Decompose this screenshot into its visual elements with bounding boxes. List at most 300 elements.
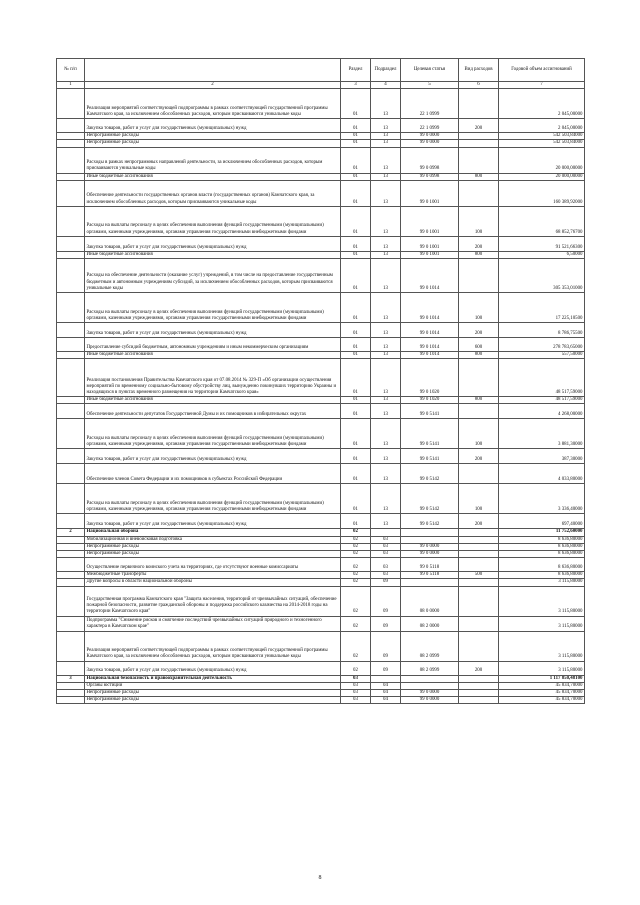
- row-expense-type: [459, 536, 499, 543]
- table-row: [57, 586, 585, 616]
- row-podrazdel: 03: [371, 551, 401, 558]
- row-expense-type: [459, 631, 499, 661]
- row-expense-type: 800: [459, 251, 499, 258]
- row-target-article: 99 0 5118: [401, 558, 459, 572]
- row-expense-type: [459, 404, 499, 419]
- row-target-article: 99 0 5141: [401, 419, 459, 449]
- row-podrazdel: 13: [371, 293, 401, 323]
- row-podrazdel: 09: [371, 579, 401, 586]
- table-row: [57, 616, 585, 631]
- row-razdel: 01: [341, 397, 371, 404]
- row-expense-type: [459, 464, 499, 484]
- row-podrazdel: 13: [371, 180, 401, 206]
- row-number: [57, 323, 85, 338]
- row-name: Органы юстиции: [85, 682, 341, 689]
- row-amount: 91 521,66300: [499, 236, 585, 251]
- row-target-article: 08 2 0000: [401, 616, 459, 631]
- row-razdel: 01: [341, 140, 371, 147]
- row-expense-type: [459, 682, 499, 689]
- row-expense-type: [459, 551, 499, 558]
- row-podrazdel: 13: [371, 449, 401, 464]
- row-name: Закупка товаров, работ и услуг для государственных (муниципальных) нужд: [85, 119, 341, 133]
- table-row: [57, 259, 585, 293]
- row-razdel: 01: [341, 359, 371, 397]
- table-row: [57, 690, 585, 697]
- row-expense-type: 500: [459, 572, 499, 579]
- row-name: Национальная оборона: [85, 529, 341, 536]
- row-target-article: 99 0 1014: [401, 352, 459, 359]
- row-number: [57, 419, 85, 449]
- table-row: [57, 484, 585, 514]
- row-razdel: 01: [341, 251, 371, 258]
- column-index-row: [57, 82, 585, 89]
- column-index: 7: [499, 82, 585, 89]
- row-amount: 697,40000: [499, 514, 585, 529]
- row-target-article: 99 0 1001: [401, 206, 459, 236]
- table-row: [57, 359, 585, 397]
- row-podrazdel: 13: [371, 419, 401, 449]
- table-row: [57, 419, 585, 449]
- row-amount: 305 353,01000: [499, 259, 585, 293]
- table-row: [57, 514, 585, 529]
- row-target-article: 08 2 0999: [401, 661, 459, 675]
- row-number: [57, 352, 85, 359]
- table-row: [57, 551, 585, 558]
- row-target-article: 99 0 1001: [401, 236, 459, 251]
- row-expense-type: 100: [459, 419, 499, 449]
- table-row: [57, 682, 585, 689]
- row-expense-type: 100: [459, 293, 499, 323]
- table-row: [57, 89, 585, 119]
- row-amount: 557,50000: [499, 352, 585, 359]
- row-number: [57, 173, 85, 180]
- table-row: [57, 675, 585, 682]
- row-target-article: 99 0 0000: [401, 690, 459, 697]
- table-row: [57, 119, 585, 133]
- row-number: [57, 293, 85, 323]
- row-number: [57, 89, 85, 119]
- row-podrazdel: 13: [371, 173, 401, 180]
- row-podrazdel: 09: [371, 616, 401, 631]
- page-number: 8: [318, 875, 322, 881]
- row-expense-type: [459, 543, 499, 550]
- row-expense-type: [459, 359, 499, 397]
- header-expense-type: Вид расходов: [459, 59, 499, 82]
- row-name: Непрограммные расходы: [85, 140, 341, 147]
- row-amount: 3 115,80000: [499, 616, 585, 631]
- table-row: [57, 236, 585, 251]
- row-amount: 45 834,70000: [499, 690, 585, 697]
- row-podrazdel: 13: [371, 119, 401, 133]
- row-razdel: 03: [341, 697, 371, 704]
- row-podrazdel: [371, 529, 401, 536]
- row-amount: 17 225,10500: [499, 293, 585, 323]
- row-target-article: 99 0 0998: [401, 147, 459, 173]
- row-number: [57, 147, 85, 173]
- header-target-article: Целевая статья: [401, 59, 459, 82]
- row-amount: 45 834,70000: [499, 682, 585, 689]
- table-row: [57, 251, 585, 258]
- table-row: [57, 173, 585, 180]
- row-razdel: 02: [341, 631, 371, 661]
- row-name: Расходы на обеспечение деятельности (оказание услуг) учреждений, в том числе на предоставление государственным бюджетным и автономным учреждениям субсидий, за исключением обособленных расходов, которым присваиваются уникальные коды: [85, 259, 341, 293]
- row-target-article: 99 0 1001: [401, 251, 459, 258]
- row-podrazdel: 13: [371, 397, 401, 404]
- row-name: Государственная программа Камчатского края "Защита населения, территорий от чрезвычайных ситуаций, обеспечение пожарной безопасности, развитие гражданской обороны и поддержка российского казачества на 2014-2018 годы на территории Камчатского края": [85, 586, 341, 616]
- row-number: [57, 579, 85, 586]
- row-expense-type: 200: [459, 514, 499, 529]
- row-expense-type: 600: [459, 338, 499, 352]
- row-target-article: 22 1 0999: [401, 89, 459, 119]
- row-razdel: 02: [341, 558, 371, 572]
- row-podrazdel: 13: [371, 259, 401, 293]
- row-target-article: 99 0 1014: [401, 293, 459, 323]
- row-razdel: 01: [341, 293, 371, 323]
- table-row: [57, 558, 585, 572]
- row-amount: 3 115,80000: [499, 661, 585, 675]
- row-amount: 278 783,65000: [499, 338, 585, 352]
- row-target-article: 08 2 0999: [401, 631, 459, 661]
- row-number: [57, 631, 85, 661]
- row-amount: 20 000,00000: [499, 147, 585, 173]
- row-target-article: 99 0 1020: [401, 397, 459, 404]
- row-expense-type: 800: [459, 352, 499, 359]
- row-name: Мобилизационная и вневойсковая подготовка: [85, 536, 341, 543]
- row-name: Другие вопросы в области национальной обороны: [85, 579, 341, 586]
- row-number: [57, 236, 85, 251]
- row-podrazdel: 13: [371, 206, 401, 236]
- row-razdel: 01: [341, 449, 371, 464]
- row-expense-type: 800: [459, 397, 499, 404]
- row-name: Непрограммные расходы: [85, 551, 341, 558]
- row-number: [57, 484, 85, 514]
- row-target-article: [401, 675, 459, 682]
- row-amount: 48 517,59000: [499, 397, 585, 404]
- row-name: Закупка товаров, работ и услуг для государственных (муниципальных) нужд: [85, 449, 341, 464]
- row-razdel: 03: [341, 690, 371, 697]
- table-row: [57, 404, 585, 419]
- header-name: [85, 59, 341, 82]
- row-number: [57, 661, 85, 675]
- budget-table-sheet: [56, 58, 584, 704]
- row-amount: 2 045,00000: [499, 119, 585, 133]
- row-razdel: 01: [341, 259, 371, 293]
- row-podrazdel: 09: [371, 631, 401, 661]
- row-name: Обеспечение деятельности депутатов Государственной Думы и их помощников в избирательных округах: [85, 404, 341, 419]
- row-razdel: 01: [341, 484, 371, 514]
- row-target-article: 99 0 1001: [401, 180, 459, 206]
- row-name: Иные бюджетные ассигнования: [85, 251, 341, 258]
- table-row: [57, 536, 585, 543]
- row-name: Непрограммные расходы: [85, 133, 341, 140]
- row-expense-type: 100: [459, 206, 499, 236]
- row-number: [57, 259, 85, 293]
- row-podrazdel: 13: [371, 404, 401, 419]
- row-number: [57, 119, 85, 133]
- row-number: [57, 251, 85, 258]
- row-target-article: 08 0 0000: [401, 586, 459, 616]
- row-expense-type: [459, 616, 499, 631]
- row-podrazdel: 09: [371, 586, 401, 616]
- row-razdel: 02: [341, 551, 371, 558]
- row-name: Подпрограмма "Снижение рисков и смягчение последствий чрезвычайных ситуаций природного и техногенного характера в Камчатском крае": [85, 616, 341, 631]
- column-index: 5: [401, 82, 459, 89]
- row-razdel: 02: [341, 579, 371, 586]
- row-amount: 8 636,80000: [499, 572, 585, 579]
- row-target-article: 22 1 0999: [401, 119, 459, 133]
- row-expense-type: 200: [459, 236, 499, 251]
- row-name: Иные бюджетные ассигнования: [85, 173, 341, 180]
- table-row: [57, 397, 585, 404]
- budget-table: [56, 58, 585, 704]
- row-podrazdel: 13: [371, 359, 401, 397]
- row-name: Предоставление субсидий бюджетным, автономным учреждениям и иным некоммерческим организациям: [85, 338, 341, 352]
- row-expense-type: [459, 133, 499, 140]
- row-amount: 387,30000: [499, 449, 585, 464]
- row-podrazdel: 03: [371, 536, 401, 543]
- row-number: [57, 536, 85, 543]
- row-name: Расходы на выплаты персоналу в целях обеспечения выполнения функций государственными (муниципальными) органами, казенными учреждениями, органами управления государственными внебюджетными фондами: [85, 206, 341, 236]
- row-target-article: 99 0 1014: [401, 338, 459, 352]
- table-row: [57, 293, 585, 323]
- row-expense-type: [459, 259, 499, 293]
- row-amount: 3 336,40000: [499, 484, 585, 514]
- row-amount: 3 115,80000: [499, 579, 585, 586]
- row-number: [57, 449, 85, 464]
- header-podrazdel: Подраздел: [371, 59, 401, 82]
- row-target-article: [401, 682, 459, 689]
- row-razdel: 01: [341, 236, 371, 251]
- row-podrazdel: [371, 675, 401, 682]
- row-amount: 3 115,80000: [499, 631, 585, 661]
- row-target-article: 99 0 0000: [401, 551, 459, 558]
- row-amount: 20 000,00000: [499, 173, 585, 180]
- row-expense-type: [459, 180, 499, 206]
- row-podrazdel: 03: [371, 572, 401, 579]
- row-podrazdel: 03: [371, 543, 401, 550]
- row-target-article: 99 0 1020: [401, 359, 459, 397]
- row-razdel: 02: [341, 543, 371, 550]
- row-expense-type: 200: [459, 323, 499, 338]
- row-amount: 4 033,80000: [499, 464, 585, 484]
- row-podrazdel: 09: [371, 661, 401, 675]
- row-number: [57, 514, 85, 529]
- row-number: 2: [57, 529, 85, 536]
- row-expense-type: [459, 147, 499, 173]
- row-expense-type: [459, 690, 499, 697]
- row-podrazdel: 04: [371, 682, 401, 689]
- row-expense-type: 800: [459, 173, 499, 180]
- row-razdel: 02: [341, 616, 371, 631]
- row-razdel: 03: [341, 682, 371, 689]
- row-expense-type: 200: [459, 119, 499, 133]
- row-name: Иные бюджетные ассигнования: [85, 397, 341, 404]
- row-expense-type: [459, 89, 499, 119]
- table-row: [57, 449, 585, 464]
- table-row: [57, 579, 585, 586]
- row-name: Обеспечение деятельности государственных органов власти (государственных органов) Камчатского края, за исключением обособленных расходов, которым присваиваются уникальные коды: [85, 180, 341, 206]
- row-target-article: 99 0 5141: [401, 449, 459, 464]
- row-number: [57, 338, 85, 352]
- row-target-article: 99 0 5118: [401, 572, 459, 579]
- table-row: [57, 206, 585, 236]
- row-amount: 3 115,80000: [499, 586, 585, 616]
- row-expense-type: [459, 579, 499, 586]
- row-razdel: 02: [341, 529, 371, 536]
- row-number: [57, 616, 85, 631]
- row-target-article: 99 0 5141: [401, 404, 459, 419]
- row-podrazdel: 13: [371, 464, 401, 484]
- row-amount: 8 636,80000: [499, 551, 585, 558]
- row-razdel: 01: [341, 514, 371, 529]
- row-target-article: 99 0 0000: [401, 133, 459, 140]
- row-razdel: 01: [341, 89, 371, 119]
- row-amount: 542 503,84000: [499, 133, 585, 140]
- row-razdel: 01: [341, 206, 371, 236]
- table-row: [57, 140, 585, 147]
- row-amount: 8 636,80000: [499, 558, 585, 572]
- row-amount: 48 517,59000: [499, 359, 585, 397]
- row-amount: 45 834,70000: [499, 697, 585, 704]
- header-annual-amount: Годовой объем ассигнований: [499, 59, 585, 82]
- row-name: Закупка товаров, работ и услуг для государственных (муниципальных) нужд: [85, 236, 341, 251]
- row-target-article: 99 0 5142: [401, 514, 459, 529]
- row-podrazdel: 13: [371, 484, 401, 514]
- row-podrazdel: 13: [371, 514, 401, 529]
- table-row: [57, 464, 585, 484]
- row-target-article: [401, 529, 459, 536]
- row-number: [57, 543, 85, 550]
- row-amount: 4 268,00000: [499, 404, 585, 419]
- row-target-article: 99 0 1014: [401, 259, 459, 293]
- row-number: [57, 551, 85, 558]
- row-number: [57, 180, 85, 206]
- row-podrazdel: 13: [371, 251, 401, 258]
- row-name: Обеспечение членов Совета Федерации и их помощников в субъектах Российской Федерации: [85, 464, 341, 484]
- row-name: Закупка товаров, работ и услуг для государственных (муниципальных) нужд: [85, 514, 341, 529]
- row-razdel: 01: [341, 133, 371, 140]
- table-row: [57, 572, 585, 579]
- table-row: [57, 323, 585, 338]
- row-podrazdel: 13: [371, 352, 401, 359]
- table-row: [57, 352, 585, 359]
- table-row: [57, 529, 585, 536]
- row-name: Непрограммные расходы: [85, 690, 341, 697]
- row-amount: 542 503,84000: [499, 140, 585, 147]
- row-podrazdel: 13: [371, 140, 401, 147]
- row-razdel: 02: [341, 661, 371, 675]
- row-number: 3: [57, 675, 85, 682]
- row-target-article: 99 0 0998: [401, 173, 459, 180]
- row-expense-type: [459, 675, 499, 682]
- row-razdel: 01: [341, 173, 371, 180]
- row-amount: 8 636,80000: [499, 536, 585, 543]
- row-amount: 1 117 850,48100: [499, 675, 585, 682]
- column-index: 2: [85, 82, 341, 89]
- row-podrazdel: 03: [371, 558, 401, 572]
- row-expense-type: 200: [459, 661, 499, 675]
- row-name: Реализация постановления Правительства Камчатского края от 07.08.2014 № 329-П «Об организации осуществления мероприятий по временному социально-бытовому обустройству лиц, вынужденно покинувших территорию Украины и находящихся в пунктах временного размещения на территории Камчатского края»: [85, 359, 341, 397]
- row-expense-type: [459, 140, 499, 147]
- row-number: [57, 206, 85, 236]
- row-amount: 8 786,75500: [499, 323, 585, 338]
- row-target-article: 99 0 5142: [401, 464, 459, 484]
- table-row: [57, 180, 585, 206]
- row-razdel: 01: [341, 338, 371, 352]
- row-razdel: 02: [341, 586, 371, 616]
- row-podrazdel: 13: [371, 147, 401, 173]
- row-name: Национальная безопасность и правоохранительная деятельность: [85, 675, 341, 682]
- row-name: Реализация мероприятий соответствующей подпрограммы в рамках соответствующей государственной программы Камчатского края, за исключением обособленных расходов, которым присваиваются уникальные коды: [85, 631, 341, 661]
- table-row: [57, 543, 585, 550]
- table-row: [57, 661, 585, 675]
- row-number: [57, 404, 85, 419]
- column-index: 4: [371, 82, 401, 89]
- row-target-article: 99 0 0000: [401, 140, 459, 147]
- row-amount: 68 852,76700: [499, 206, 585, 236]
- row-amount: 11 752,60000: [499, 529, 585, 536]
- row-name: Расходы на выплаты персоналу в целях обеспечения выполнения функций государственными (муниципальными) органами, казенными учреждениями, органами управления государственными внебюджетными фондами: [85, 484, 341, 514]
- row-number: [57, 464, 85, 484]
- row-name: Расходы в рамках непрограммных направлений деятельности, за исключением обособленных расходов, которым присваиваются уникальные коды: [85, 147, 341, 173]
- row-expense-type: [459, 697, 499, 704]
- row-name: Расходы на выплаты персоналу в целях обеспечения выполнения функций государственными (муниципальными) органами, казенными учреждениями, органами управления государственными внебюджетными фондами: [85, 419, 341, 449]
- row-razdel: 01: [341, 464, 371, 484]
- row-podrazdel: 13: [371, 236, 401, 251]
- row-target-article: 99 0 5142: [401, 484, 459, 514]
- column-index: 3: [341, 82, 371, 89]
- column-index: 1: [57, 82, 85, 89]
- row-target-article: 99 0 0000: [401, 697, 459, 704]
- row-razdel: 01: [341, 419, 371, 449]
- row-number: [57, 140, 85, 147]
- row-name: Непрограммные расходы: [85, 697, 341, 704]
- header-row: [57, 59, 585, 82]
- row-amount: 2 045,00000: [499, 89, 585, 119]
- row-razdel: 02: [341, 572, 371, 579]
- row-name: Непрограммные расходы: [85, 543, 341, 550]
- row-razdel: 01: [341, 323, 371, 338]
- row-expense-type: 200: [459, 449, 499, 464]
- row-target-article: 99 0 0000: [401, 543, 459, 550]
- row-target-article: [401, 579, 459, 586]
- row-podrazdel: 13: [371, 89, 401, 119]
- row-expense-type: [459, 586, 499, 616]
- row-target-article: [401, 536, 459, 543]
- row-razdel: 02: [341, 536, 371, 543]
- column-index: 6: [459, 82, 499, 89]
- row-number: [57, 133, 85, 140]
- row-number: [57, 690, 85, 697]
- header-razdel: Раздел: [341, 59, 371, 82]
- row-amount: 6,50000: [499, 251, 585, 258]
- row-razdel: 01: [341, 119, 371, 133]
- row-amount: 8 636,80000: [499, 543, 585, 550]
- row-razdel: 03: [341, 675, 371, 682]
- row-name: Межбюджетные трансферты: [85, 572, 341, 579]
- row-name: Реализация мероприятий соответствующей подпрограммы в рамках соответствующей государственной программы Камчатского края, за исключением обособленных расходов, которым присваиваются уникальные коды: [85, 89, 341, 119]
- row-razdel: 01: [341, 404, 371, 419]
- table-row: [57, 697, 585, 704]
- row-razdel: 01: [341, 352, 371, 359]
- table-row: [57, 147, 585, 173]
- row-number: [57, 697, 85, 704]
- row-podrazdel: 04: [371, 690, 401, 697]
- table-row: [57, 338, 585, 352]
- row-number: [57, 586, 85, 616]
- row-podrazdel: 13: [371, 133, 401, 140]
- row-amount: 3 881,30000: [499, 419, 585, 449]
